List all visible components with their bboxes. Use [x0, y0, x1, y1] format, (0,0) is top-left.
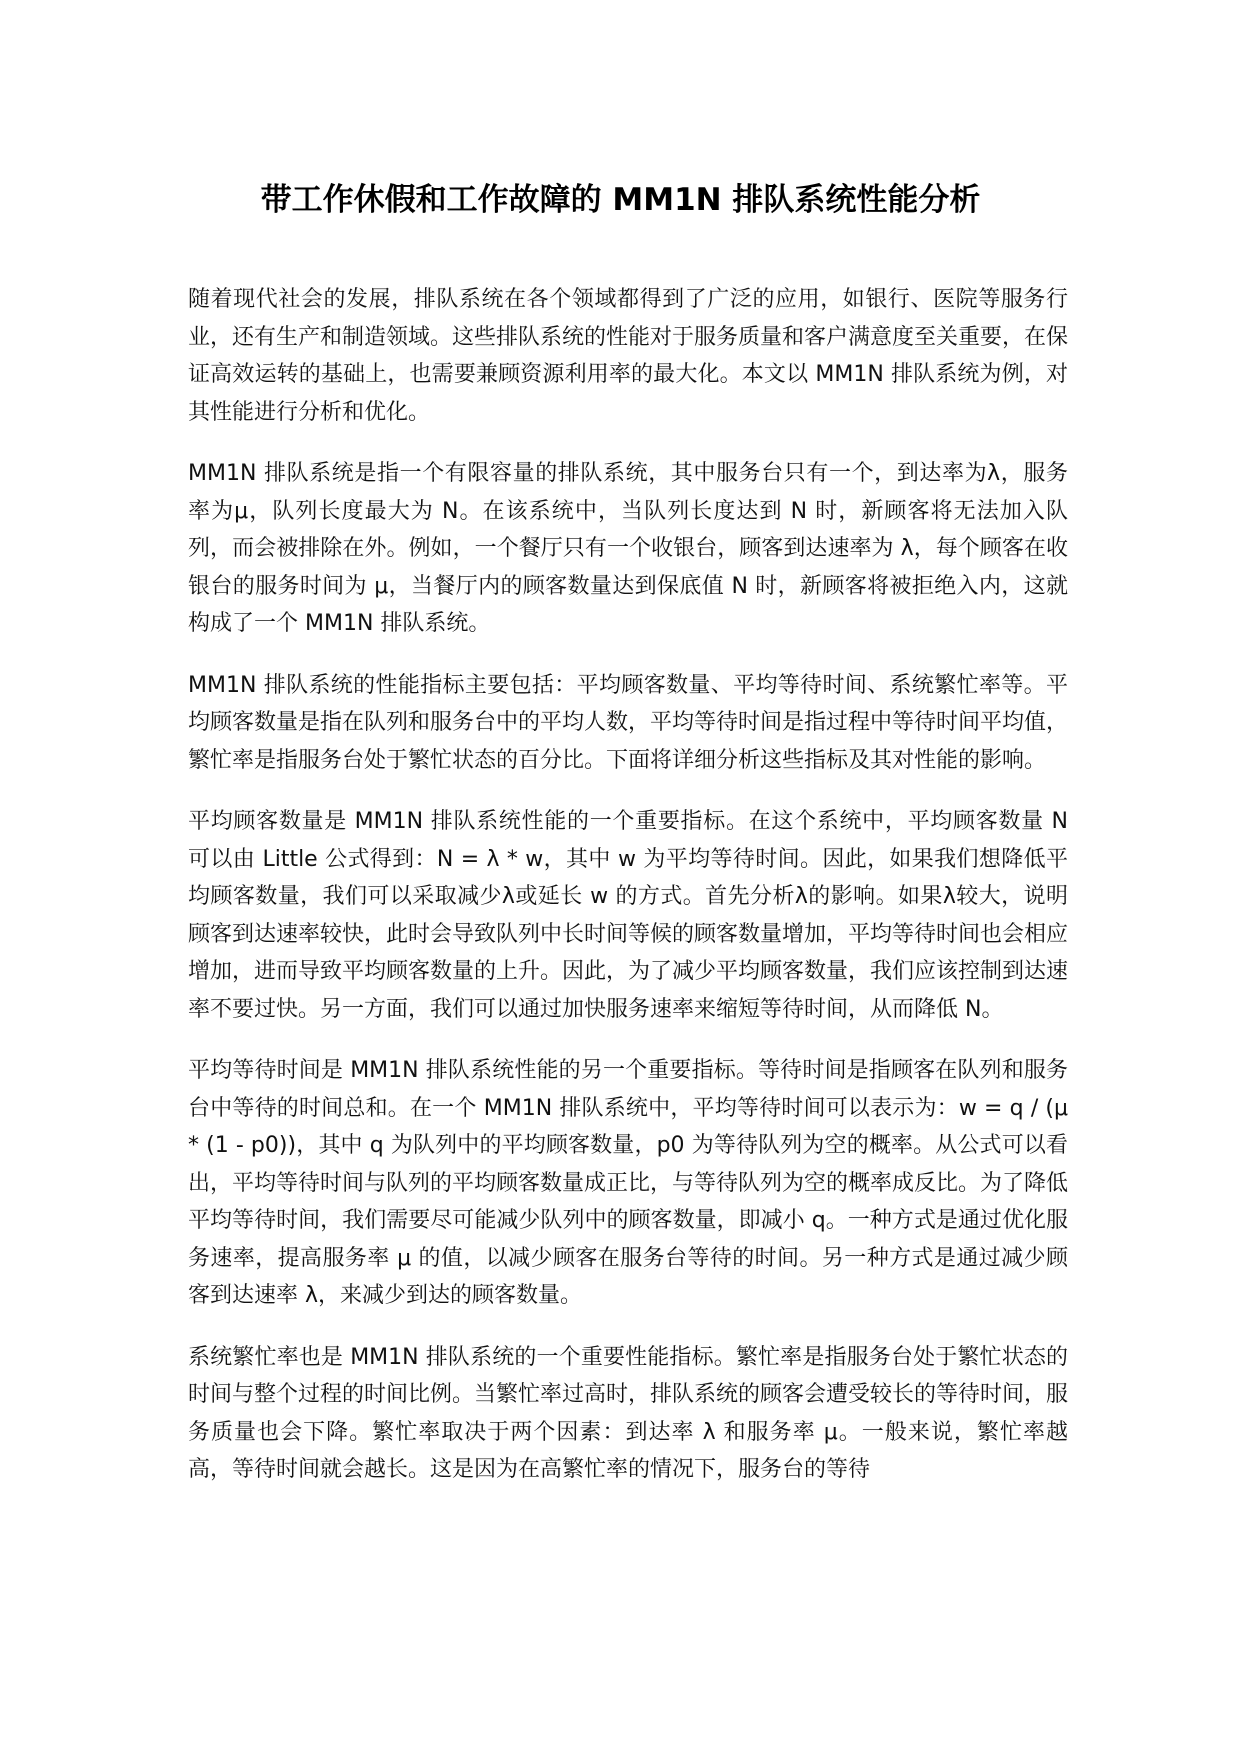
paragraph-intro: 随着现代社会的发展，排队系统在各个领域都得到了广泛的应用，如银行、医院等服务行业，还有生产和制造领域。这些排队系统的性能对于服务质量和客户满意度至关重要，在保证高效运转的基础上，也需要兼顾资源利用率的最大化。本文以 MM1N 排队系统为例，对其性能进行分析和优化。	[188, 287, 1069, 425]
paragraph-busy-rate: 系统繁忙率也是 MM1N 排队系统的一个重要性能指标。繁忙率是指服务台处于繁忙状态的时间与整个过程的时间比例。当繁忙率过高时，排队系统的顾客会遭受较长的等待时间，服务质量也会下降。繁忙率取决于两个因素：到达率 λ 和服务率 μ。一般来说，繁忙率越高，等待时间就会越长。这是因为在高繁忙率的情况下，服务台的等待	[188, 1344, 1069, 1482]
document-body	[188, 281, 1068, 1513]
paragraph-definition: MM1N 排队系统是指一个有限容量的排队系统，其中服务台只有一个，到达率为λ，服务率为μ，队列长度最大为 N。在该系统中，当队列长度达到 N 时，新顾客将无法加入队列，而会被排除在外。例如，一个餐厅只有一个收银台，顾客到达速率为 λ，每个顾客在收银台的服务时间为 μ，当餐厅内的顾客数量达到保底值 N 时，新顾客将被拒绝入内，这就构成了一个 MM1N 排队系统。	[188, 461, 1069, 636]
document-title: 带工作休假和工作故障的 MM1N 排队系统性能分析	[260, 182, 981, 218]
paragraph-average-customers: 平均顾客数量是 MM1N 排队系统性能的一个重要指标。在这个系统中，平均顾客数量 N 可以由 Little 公式得到：N = λ * w，其中 w 为平均等待时间。因此，如果我们想降低平均顾客数量，我们可以采取减少λ或延长 w 的方式。首先分析λ的影响。如果λ较大，说明顾客到达速率较快，此时会导致队列中长时间等候的顾客数量增加，平均等待时间也会相应增加，进而导致平均顾客数量的上升。因此，为了减少平均顾客数量，我们应该控制到达速率不要过快。另一方面，我们可以通过加快服务速率来缩短等待时间，从而降低 N。	[188, 809, 1069, 1022]
paragraph-metrics: MM1N 排队系统的性能指标主要包括：平均顾客数量、平均等待时间、系统繁忙率等。平均顾客数量是指在队列和服务台中的平均人数，平均等待时间是指过程中等待时间平均值，繁忙率是指服务台处于繁忙状态的百分比。下面将详细分析这些指标及其对性能的影响。	[188, 672, 1069, 773]
paragraph-average-wait: 平均等待时间是 MM1N 排队系统性能的另一个重要指标。等待时间是指顾客在队列和服务台中等待的时间总和。在一个 MM1N 排队系统中，平均等待时间可以表示为：w = q / (μ * (1 - p0))，其中 q 为队列中的平均顾客数量，p0 为等待队列为空的概率。从公式可以看出，平均等待时间与队列的平均顾客数量成正比，与等待队列为空的概率成反比。为了降低平均等待时间，我们需要尽可能减少队列中的顾客数量，即减小 q。一种方式是通过优化服务速率，提高服务率 μ 的值，以减少顾客在服务台等待的时间。另一种方式是通过减少顾客到达速率 λ，来减少到达的顾客数量。	[188, 1058, 1069, 1308]
